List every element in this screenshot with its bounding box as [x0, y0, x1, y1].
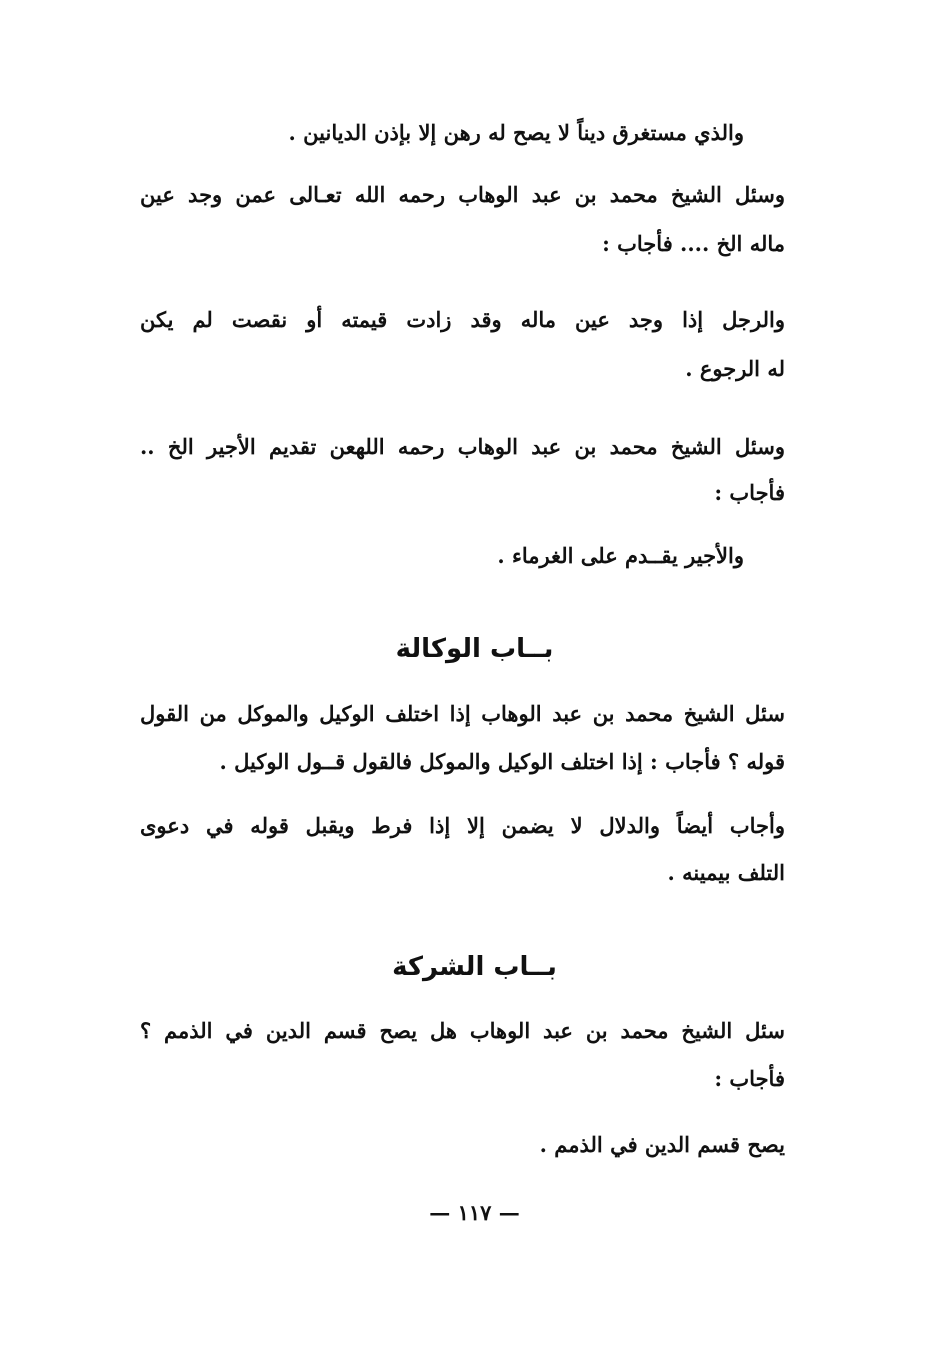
- text-line: وسئل الشيخ محمد بن عبد الوهاب رحمه الله تعـالى عمن وجد عين: [140, 182, 785, 207]
- text-line: وسئل الشيخ محمد بن عبد الوهاب رحمه اللهعن تقديم الأجير الخ ..: [140, 434, 785, 459]
- text-line: ماله الخ .... فأجاب :: [602, 231, 785, 256]
- text-line: سئل الشيخ محمد بن عبد الوهاب إذا اختلف الوكيل والموكل من القول: [140, 701, 785, 726]
- text-line: والأجير يقــدم على الغرماء .: [497, 543, 744, 568]
- text-line: يصح قسم الدين في الذمم .: [539, 1132, 785, 1157]
- section-heading: بــاب الوكالة: [395, 634, 554, 664]
- text-line: سئل الشيخ محمد بن عبد الوهاب هل يصح قسم الدين في الذمم ؟: [140, 1018, 785, 1043]
- text-line: فأجاب :: [714, 1066, 785, 1091]
- text-line: والرجل إذا وجد عين ماله وقد زادت قيمته أو نقصت لم يكن: [140, 307, 785, 332]
- text-line: له الرجوع .: [685, 356, 785, 381]
- text-line: التلف بيمينه .: [667, 860, 785, 885]
- text-line: وأجاب أيضاً والدلال لا يضمن إلا إذا فرط ويقبل قوله في دعوى: [140, 813, 785, 838]
- page-number: — ١١٧ —: [429, 1200, 520, 1225]
- text-line: فأجاب :: [714, 480, 785, 505]
- text-line: والذي مستغرق ديناً لا يصح له رهن إلا بإذن الديانين .: [288, 120, 744, 145]
- section-heading: بــاب الشركة: [392, 952, 557, 982]
- text-line: قوله ؟ فأجاب : إذا اختلف الوكيل والموكل فالقول قــول الوكيل .: [219, 749, 785, 774]
